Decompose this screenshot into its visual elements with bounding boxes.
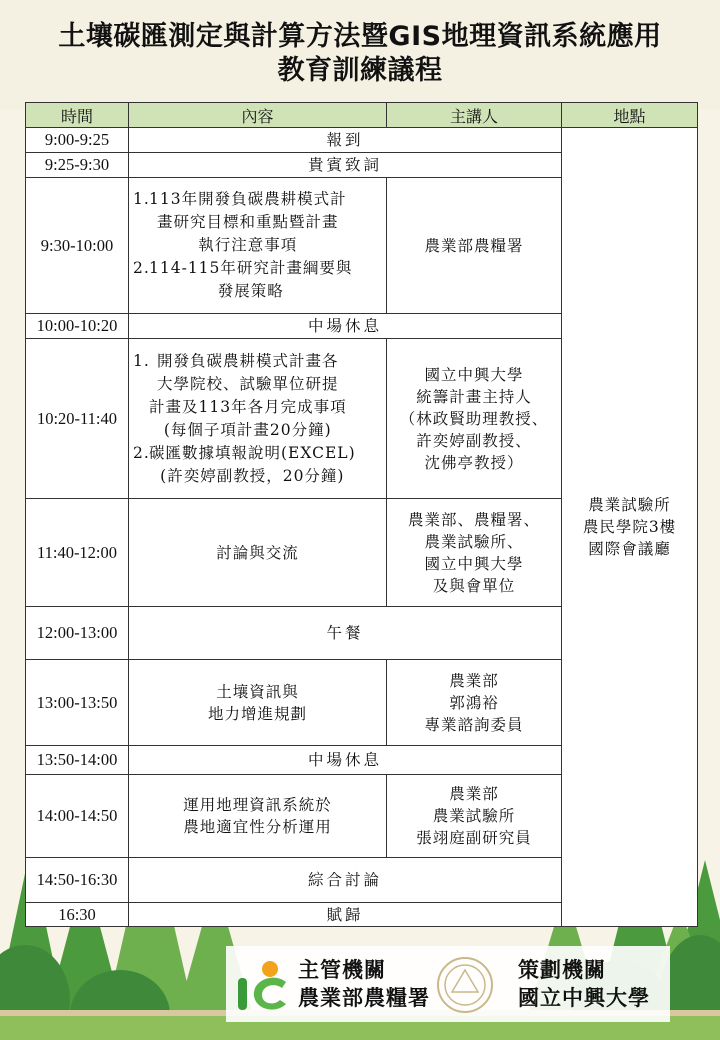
time-cell: 14:00-14:50 xyxy=(26,775,129,858)
content-cell xyxy=(129,339,387,499)
nchu-emblem-icon xyxy=(436,956,494,1014)
planner-org: 國立中興大學 xyxy=(518,986,650,1010)
planner-label: 策劃機關 xyxy=(518,958,606,982)
header-row xyxy=(26,103,698,128)
content-cell: 討論與交流 xyxy=(129,499,387,607)
title-line-1: 土壤碳匯測定與計算方法暨GIS地理資訊系統應用 xyxy=(58,21,662,52)
table-row xyxy=(26,128,698,153)
page-title xyxy=(0,20,720,88)
competent-org: 農業部農糧署 xyxy=(298,986,430,1010)
header-speaker: 主講人 xyxy=(387,103,562,128)
agenda-table xyxy=(25,102,698,927)
speaker-cell: 農業部、農糧署、 農業試驗所、 國立中興大學 及與會單位 xyxy=(387,499,562,607)
list-item: 2. 碳匯數據填報說明(EXCEL) (許奕婷副教授，20分鐘) xyxy=(133,443,356,485)
speaker-cell: 農業部農糧署 xyxy=(387,178,562,314)
time-cell: 16:30 xyxy=(26,903,129,927)
content-cell: 運用地理資訊系統於 農地適宜性分析運用 xyxy=(129,775,387,858)
time-cell: 10:00-10:20 xyxy=(26,314,129,339)
time-cell: 13:50-14:00 xyxy=(26,746,129,775)
speaker-cell: 農業部 郭鴻裕 專業諮詢委員 xyxy=(387,660,562,746)
list-item: 1. 113年開發負碳農耕模式計 畫研究目標和重點暨計畫 執行注意事項 xyxy=(133,190,347,254)
content-cell xyxy=(129,178,387,314)
afa-logo-icon xyxy=(234,958,290,1014)
header-venue: 地點 xyxy=(562,103,698,128)
header-time: 時間 xyxy=(26,103,129,128)
time-cell: 11:40-12:00 xyxy=(26,499,129,607)
time-cell: 14:50-16:30 xyxy=(26,858,129,903)
content-cell: 報到 xyxy=(129,128,562,153)
time-cell: 12:00-13:00 xyxy=(26,607,129,660)
speaker-cell: 農業部 農業試驗所 張翊庭副研究員 xyxy=(387,775,562,858)
speaker-cell: 國立中興大學 統籌計畫主持人 （林政賢助理教授、 許奕婷副教授、 沈佛亭教授） xyxy=(387,339,562,499)
time-cell: 9:00-9:25 xyxy=(26,128,129,153)
venue-cell: 農業試驗所 農民學院3樓 國際會議廳 xyxy=(562,128,698,927)
content-cell: 中場休息 xyxy=(129,746,562,775)
time-cell: 9:25-9:30 xyxy=(26,153,129,178)
organizer-footer xyxy=(226,946,670,1022)
content-cell: 賦歸 xyxy=(129,903,562,927)
list-item: 1. 開發負碳農耕模式計畫各 大學院校、試驗單位研提 計畫及113年各月完成事項 (每個子項計畫20分鐘) xyxy=(133,351,347,439)
content-cell: 綜合討論 xyxy=(129,858,562,903)
content-cell: 貴賓致詞 xyxy=(129,153,562,178)
content-cell: 午餐 xyxy=(129,607,562,660)
time-cell: 9:30-10:00 xyxy=(26,178,129,314)
time-cell: 10:20-11:40 xyxy=(26,339,129,499)
header-content: 內容 xyxy=(129,103,387,128)
list-item: 2. 114-115年研究計畫綱要與 發展策略 xyxy=(133,259,353,300)
time-cell: 13:00-13:50 xyxy=(26,660,129,746)
content-cell: 中場休息 xyxy=(129,314,562,339)
competent-label: 主管機關 xyxy=(298,958,386,982)
title-line-2: 教育訓練議程 xyxy=(277,55,443,86)
content-cell: 土壤資訊與 地力增進規劃 xyxy=(129,660,387,746)
